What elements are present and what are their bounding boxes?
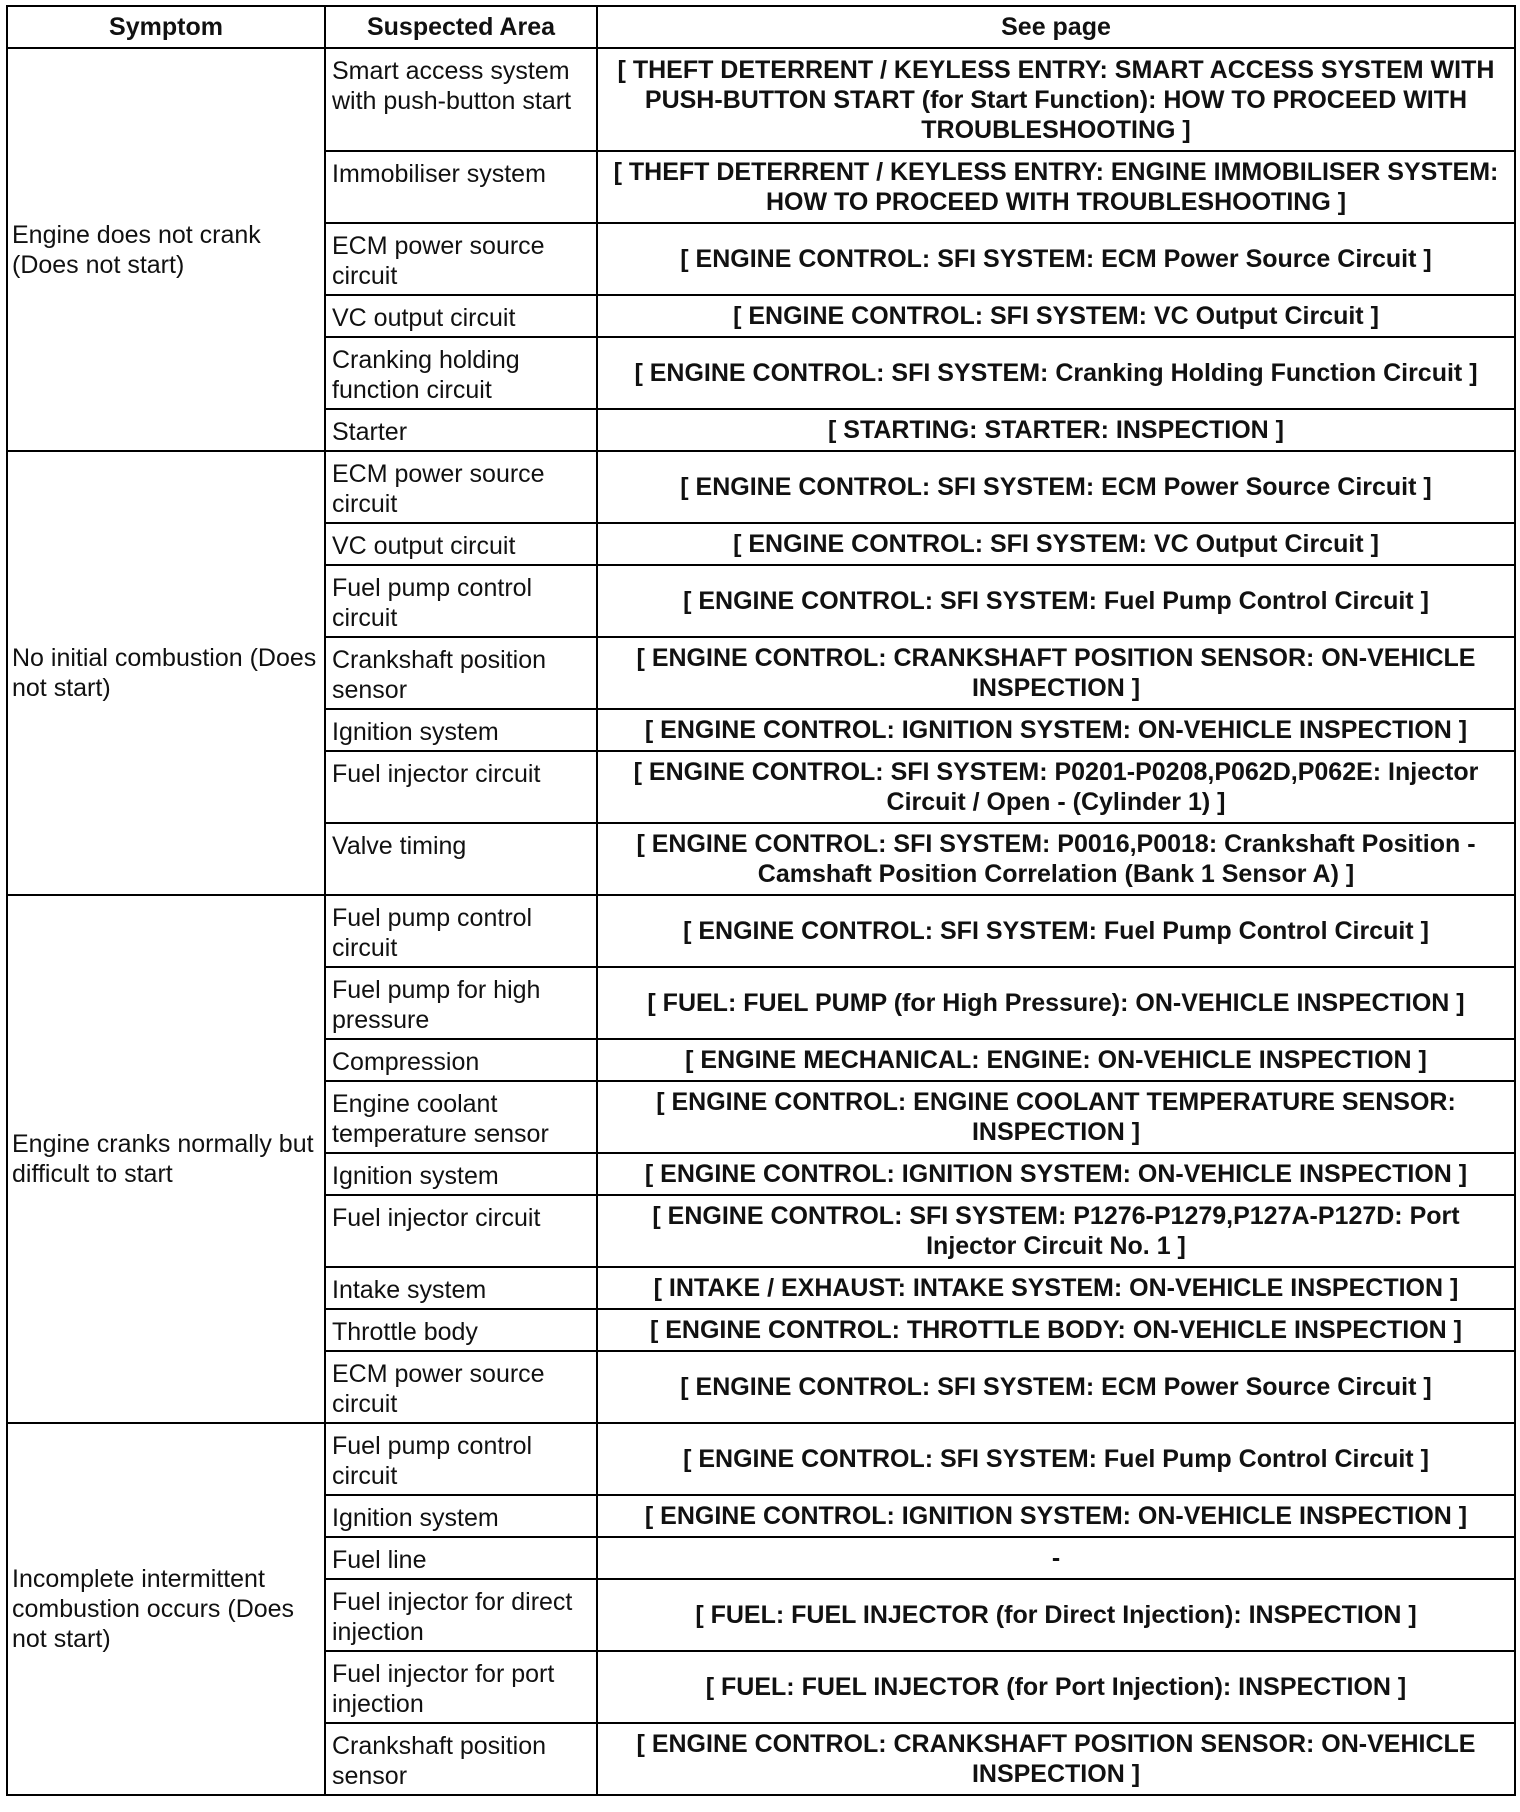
table-row	[7, 1423, 1515, 1495]
suspected-area-cell: Fuel pump control circuit	[325, 895, 597, 967]
see-page-reference-cell: [ STARTING: STARTER: INSPECTION ]	[597, 409, 1515, 451]
see-page-reference-cell: [ ENGINE CONTROL: SFI SYSTEM: ECM Power Source Circuit ]	[597, 451, 1515, 523]
symptom-cell: Incomplete intermittent combustion occurs (Does not start)	[7, 1423, 325, 1795]
symptom-cell: Engine does not crank (Does not start)	[7, 48, 325, 451]
see-page-reference-cell: [ ENGINE CONTROL: SFI SYSTEM: Fuel Pump Control Circuit ]	[597, 565, 1515, 637]
symptom-cell: Engine cranks normally but difficult to start	[7, 895, 325, 1423]
suspected-area-cell: Fuel pump control circuit	[325, 1423, 597, 1495]
troubleshooting-table	[6, 5, 1516, 1796]
see-page-reference-cell: [ ENGINE CONTROL: SFI SYSTEM: Fuel Pump Control Circuit ]	[597, 895, 1515, 967]
suspected-area-cell: Ignition system	[325, 709, 597, 751]
suspected-area-cell: VC output circuit	[325, 523, 597, 565]
see-page-reference-cell: [ ENGINE CONTROL: CRANKSHAFT POSITION SENSOR: ON-VEHICLE INSPECTION ]	[597, 637, 1515, 709]
suspected-area-cell: Fuel injector circuit	[325, 1195, 597, 1267]
suspected-area-cell: Engine coolant temperature sensor	[325, 1081, 597, 1153]
table-row	[7, 895, 1515, 967]
suspected-area-cell: ECM power source circuit	[325, 1351, 597, 1423]
see-page-header: See page	[597, 6, 1515, 48]
suspected-area-cell: Throttle body	[325, 1309, 597, 1351]
suspected-area-cell: Fuel line	[325, 1537, 597, 1579]
see-page-reference-cell: [ FUEL: FUEL INJECTOR (for Port Injection): INSPECTION ]	[597, 1651, 1515, 1723]
suspected-area-cell: Smart access system with push-button start	[325, 48, 597, 151]
see-page-reference-cell: [ ENGINE CONTROL: ENGINE COOLANT TEMPERATURE SENSOR: INSPECTION ]	[597, 1081, 1515, 1153]
see-page-reference-cell: [ ENGINE CONTROL: SFI SYSTEM: Cranking Holding Function Circuit ]	[597, 337, 1515, 409]
symptom-cell: No initial combustion (Does not start)	[7, 451, 325, 895]
suspected-area-cell: Fuel injector for port injection	[325, 1651, 597, 1723]
suspected-area-cell: Immobiliser system	[325, 151, 597, 223]
see-page-reference-cell: [ ENGINE CONTROL: SFI SYSTEM: ECM Power Source Circuit ]	[597, 1351, 1515, 1423]
see-page-reference-cell: [ THEFT DETERRENT / KEYLESS ENTRY: SMART ACCESS SYSTEM WITH PUSH-BUTTON START (for Start Function): HOW TO PROCEED WITH TROUBLESHOOTING ]	[597, 48, 1515, 151]
troubleshooting-table-container	[6, 5, 1516, 1796]
suspected-area-cell: Ignition system	[325, 1495, 597, 1537]
suspected-area-cell: Valve timing	[325, 823, 597, 895]
suspected-area-header: Suspected Area	[325, 6, 597, 48]
see-page-reference-cell: [ THEFT DETERRENT / KEYLESS ENTRY: ENGINE IMMOBILISER SYSTEM: HOW TO PROCEED WITH TROUBLESHOOTING ]	[597, 151, 1515, 223]
see-page-reference-cell: [ ENGINE MECHANICAL: ENGINE: ON-VEHICLE INSPECTION ]	[597, 1039, 1515, 1081]
see-page-reference-cell: [ ENGINE CONTROL: CRANKSHAFT POSITION SENSOR: ON-VEHICLE INSPECTION ]	[597, 1723, 1515, 1795]
table-row	[7, 451, 1515, 523]
see-page-reference-cell: [ ENGINE CONTROL: IGNITION SYSTEM: ON-VEHICLE INSPECTION ]	[597, 709, 1515, 751]
see-page-reference-cell: [ ENGINE CONTROL: SFI SYSTEM: Fuel Pump Control Circuit ]	[597, 1423, 1515, 1495]
table-row	[7, 48, 1515, 151]
see-page-reference-cell: [ FUEL: FUEL PUMP (for High Pressure): ON-VEHICLE INSPECTION ]	[597, 967, 1515, 1039]
see-page-reference-cell: [ ENGINE CONTROL: SFI SYSTEM: P1276-P1279,P127A-P127D: Port Injector Circuit No. 1 ]	[597, 1195, 1515, 1267]
see-page-reference-cell: -	[597, 1537, 1515, 1579]
suspected-area-cell: ECM power source circuit	[325, 223, 597, 295]
suspected-area-cell: ECM power source circuit	[325, 451, 597, 523]
suspected-area-cell: Ignition system	[325, 1153, 597, 1195]
suspected-area-cell: Crankshaft position sensor	[325, 1723, 597, 1795]
suspected-area-cell: VC output circuit	[325, 295, 597, 337]
see-page-reference-cell: [ ENGINE CONTROL: IGNITION SYSTEM: ON-VEHICLE INSPECTION ]	[597, 1495, 1515, 1537]
see-page-reference-cell: [ FUEL: FUEL INJECTOR (for Direct Injection): INSPECTION ]	[597, 1579, 1515, 1651]
table-header-row	[7, 6, 1515, 48]
suspected-area-cell: Fuel pump control circuit	[325, 565, 597, 637]
see-page-reference-cell: [ ENGINE CONTROL: SFI SYSTEM: P0016,P0018: Crankshaft Position - Camshaft Position Correlation (Bank 1 Sensor A) ]	[597, 823, 1515, 895]
suspected-area-cell: Fuel pump for high pressure	[325, 967, 597, 1039]
see-page-reference-cell: [ ENGINE CONTROL: SFI SYSTEM: ECM Power Source Circuit ]	[597, 223, 1515, 295]
see-page-reference-cell: [ ENGINE CONTROL: THROTTLE BODY: ON-VEHICLE INSPECTION ]	[597, 1309, 1515, 1351]
see-page-reference-cell: [ ENGINE CONTROL: SFI SYSTEM: P0201-P0208,P062D,P062E: Injector Circuit / Open - (Cylinder 1) ]	[597, 751, 1515, 823]
suspected-area-cell: Compression	[325, 1039, 597, 1081]
suspected-area-cell: Starter	[325, 409, 597, 451]
suspected-area-cell: Cranking holding function circuit	[325, 337, 597, 409]
suspected-area-cell: Intake system	[325, 1267, 597, 1309]
see-page-reference-cell: [ ENGINE CONTROL: IGNITION SYSTEM: ON-VEHICLE INSPECTION ]	[597, 1153, 1515, 1195]
see-page-reference-cell: [ ENGINE CONTROL: SFI SYSTEM: VC Output Circuit ]	[597, 523, 1515, 565]
suspected-area-cell: Fuel injector for direct injection	[325, 1579, 597, 1651]
symptom-header: Symptom	[7, 6, 325, 48]
suspected-area-cell: Fuel injector circuit	[325, 751, 597, 823]
see-page-reference-cell: [ ENGINE CONTROL: SFI SYSTEM: VC Output Circuit ]	[597, 295, 1515, 337]
suspected-area-cell: Crankshaft position sensor	[325, 637, 597, 709]
table-body	[7, 48, 1515, 1795]
see-page-reference-cell: [ INTAKE / EXHAUST: INTAKE SYSTEM: ON-VEHICLE INSPECTION ]	[597, 1267, 1515, 1309]
